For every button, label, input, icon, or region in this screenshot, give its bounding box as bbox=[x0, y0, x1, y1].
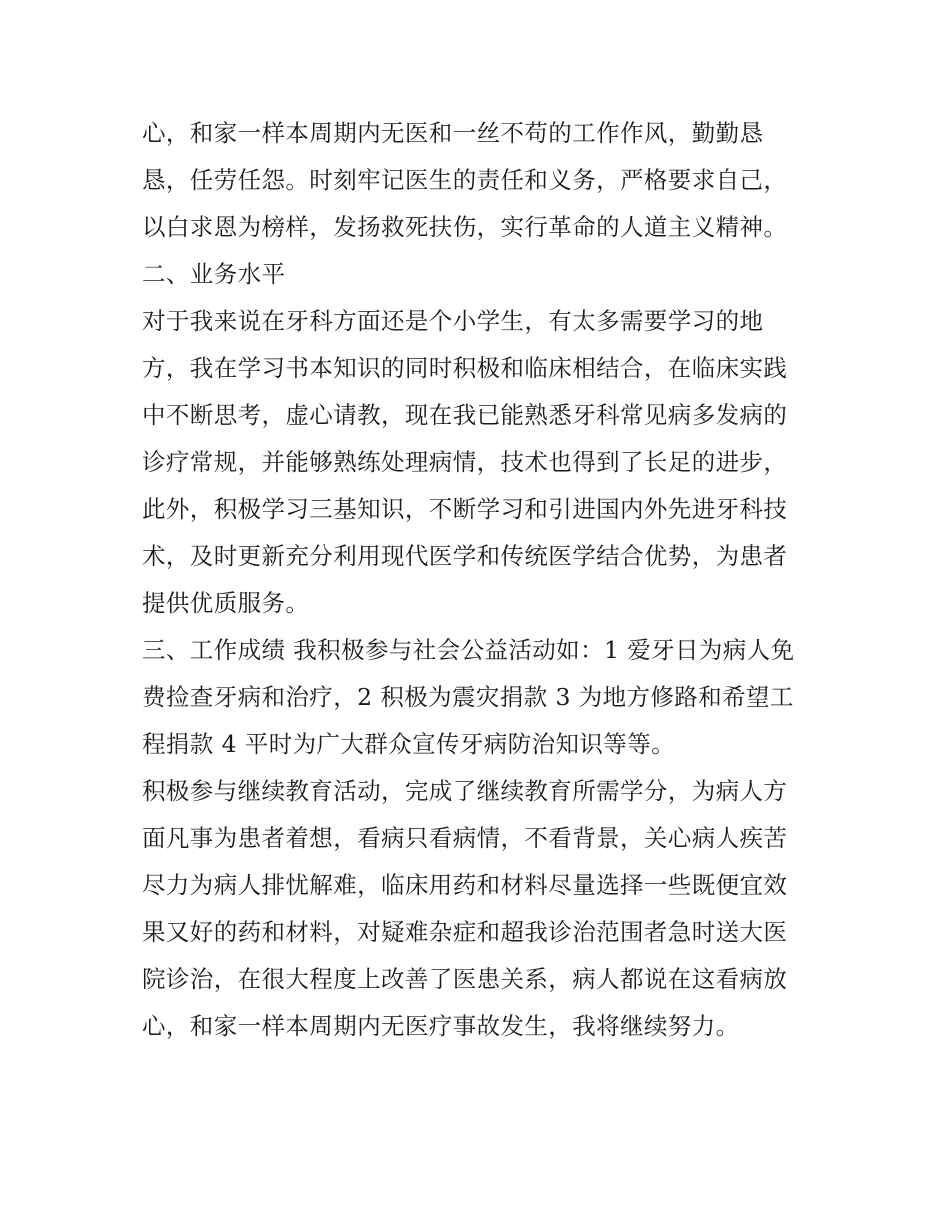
text-line: 尽力为病人排忧解难，临床用药和材料尽量选择一些既便宜效 bbox=[142, 871, 788, 899]
text-line: 术，及时更新充分利用现代医学和传统医学结合优势，为患者 bbox=[142, 542, 788, 570]
text-line: 恳，任劳任怨。时刻牢记医生的责任和义务，严格要求自己， bbox=[142, 166, 788, 194]
text-line: 程捐款 4 平时为广大群众宣传牙病防治知识等等。 bbox=[142, 730, 675, 758]
text-line: 方，我在学习书本知识的同时积极和临床相结合，在临床实践 bbox=[142, 354, 788, 382]
text-line: 诊疗常规，并能够熟练处理病情，技术也得到了长足的进步， bbox=[142, 448, 788, 476]
text-line: 心，和家一样本周期内无医和一丝不苟的工作作风，勤勤恳 bbox=[142, 119, 764, 147]
text-line: 以白求恩为榜样，发扬救死扶伤，实行革命的人道主义精神。 bbox=[142, 213, 788, 241]
text-line: 此外，积极学习三基知识，不断学习和引进国内外先进牙科技 bbox=[142, 495, 788, 523]
section-heading: 二、业务水平 bbox=[142, 260, 286, 288]
text-line: 院诊治，在很大程度上改善了医患关系，病人都说在这看病放 bbox=[142, 965, 788, 993]
text-line: 费捡查牙病和治疗，2 积极为震灾捐款 3 为地方修路和希望工 bbox=[142, 683, 794, 711]
text-line: 提供优质服务。 bbox=[142, 589, 310, 617]
text-line: 面凡事为患者着想，看病只看病情，不看背景，关心病人疾苦 bbox=[142, 824, 788, 852]
section-heading: 三、工作成绩 我积极参与社会公益活动如：1 爱牙日为病人免 bbox=[142, 636, 795, 664]
text-line: 果又好的药和材料，对疑难杂症和超我诊治范围者急时送大医 bbox=[142, 918, 788, 946]
text-line: 中不断思考，虚心请教，现在我已能熟悉牙科常见病多发病的 bbox=[142, 401, 788, 429]
text-line: 对于我来说在牙科方面还是个小学生，有太多需要学习的地 bbox=[142, 307, 764, 335]
document-body bbox=[142, 110, 822, 1050]
text-line: 心，和家一样本周期内无医疗事故发生，我将继续努力。 bbox=[142, 1012, 740, 1040]
text-line: 积极参与继续教育活动，完成了继续教育所需学分，为病人方 bbox=[142, 777, 788, 805]
